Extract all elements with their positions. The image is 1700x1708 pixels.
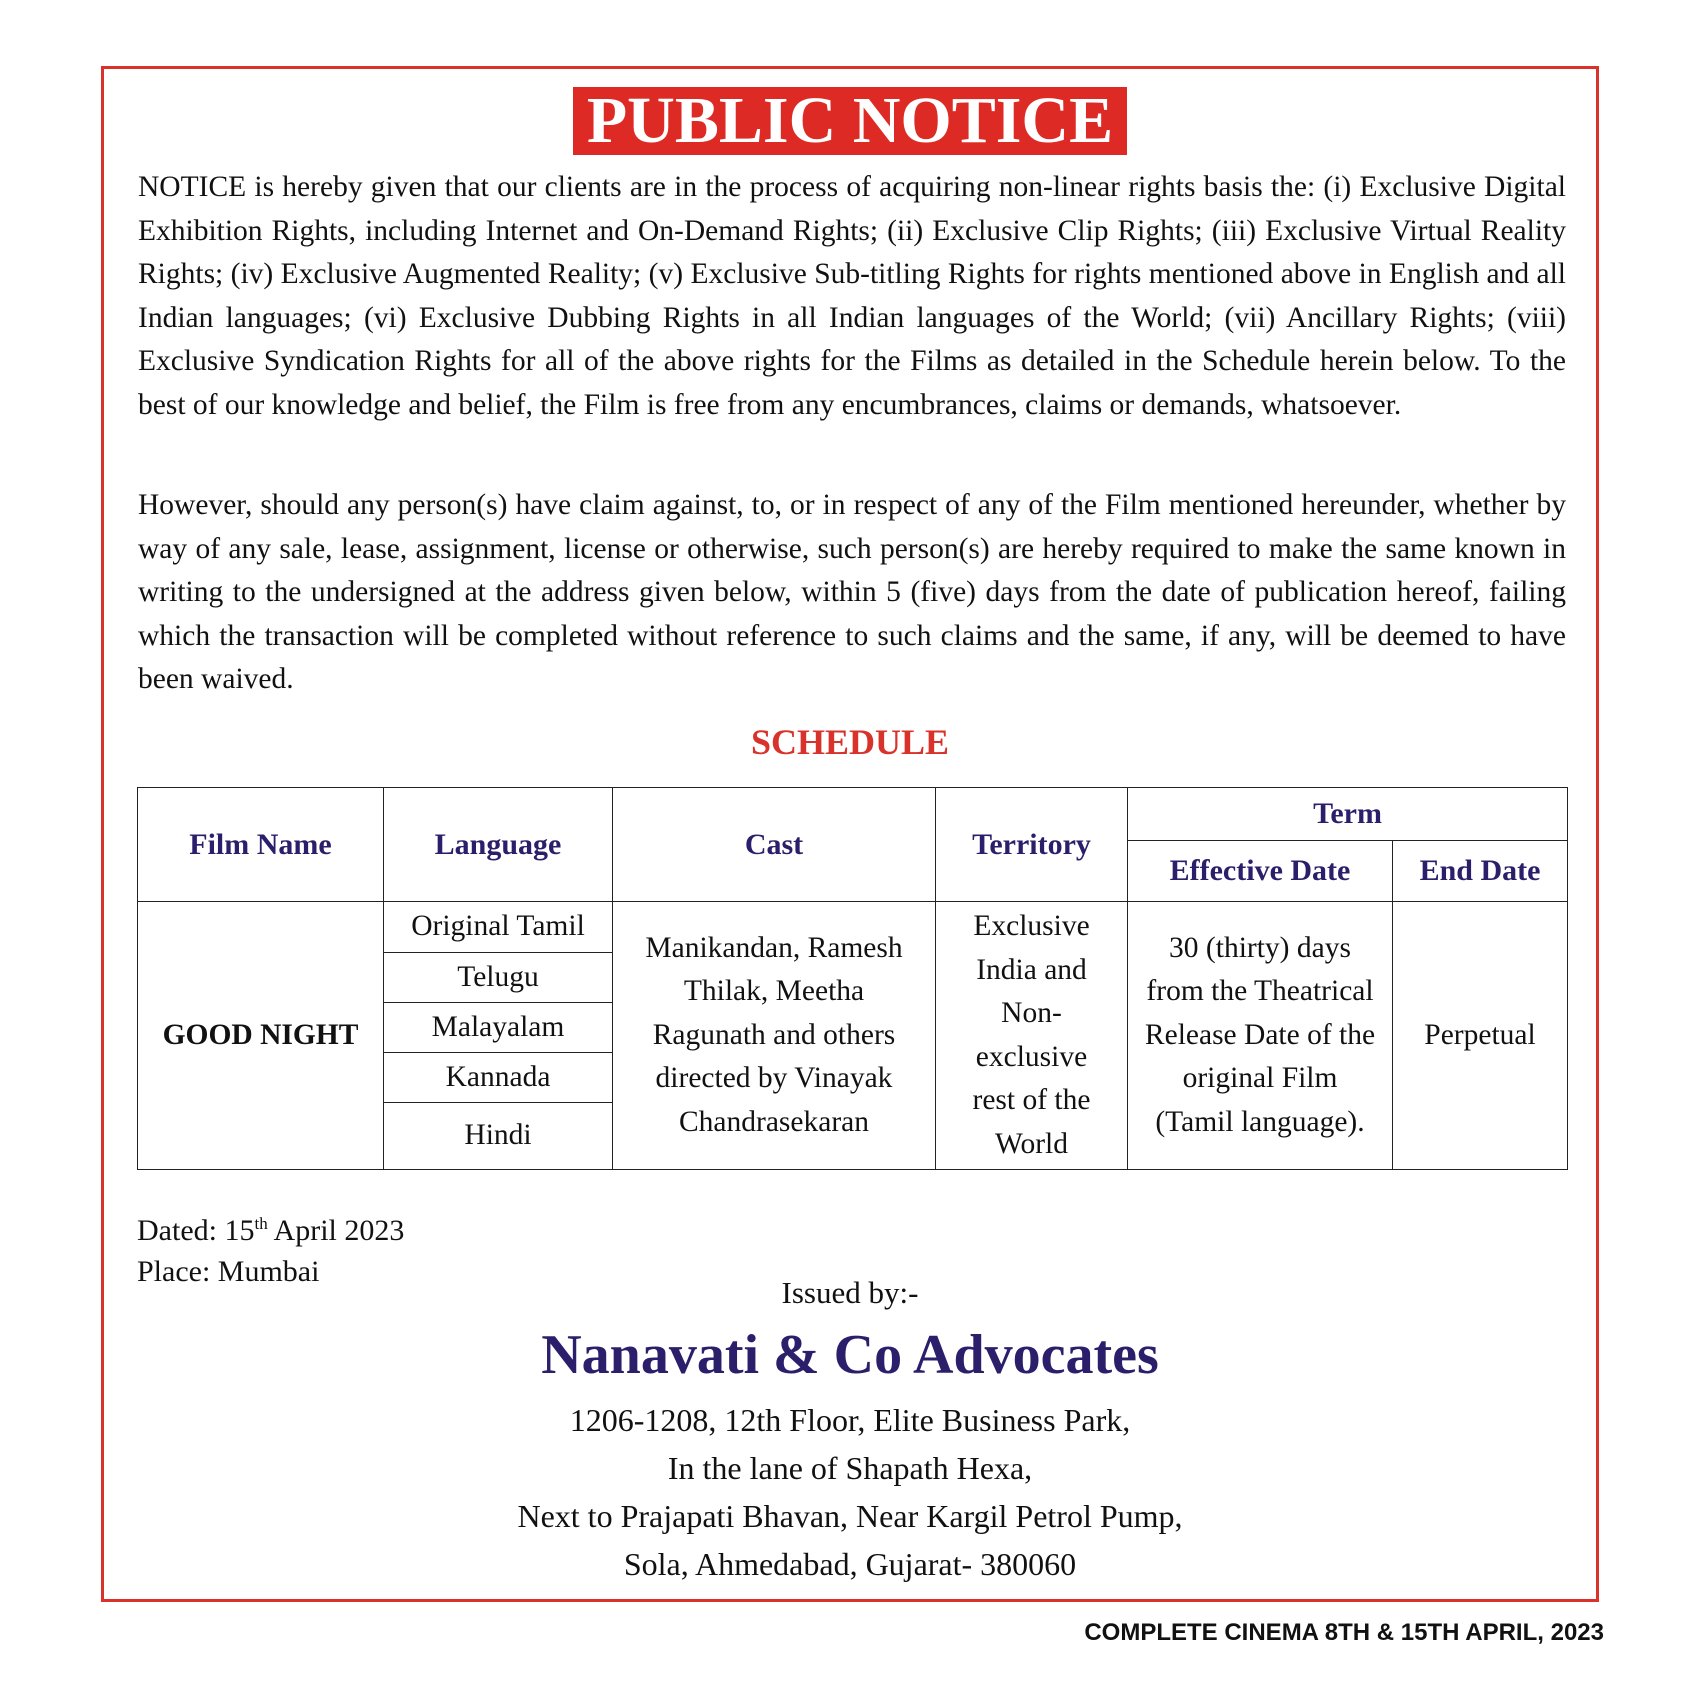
- address-line-2: In the lane of Shapath Hexa,: [667, 1450, 1033, 1486]
- header-effective-date: Effective Date: [1128, 841, 1393, 902]
- dated-ordinal: th: [254, 1214, 268, 1233]
- issued-by: Issued by:-: [781, 1275, 919, 1310]
- header-language: Language: [384, 788, 613, 902]
- dated-line: [137, 1202, 404, 1253]
- end-date-cell: Perpetual: [1393, 902, 1568, 1170]
- address-line-1: 1206-1208, 12th Floor, Elite Business Park,: [569, 1402, 1131, 1438]
- header-term: Term: [1128, 788, 1568, 841]
- title-container: [0, 84, 1700, 157]
- address-line-3: Next to Prajapati Bhavan, Near Kargil Petrol Pump,: [517, 1498, 1183, 1534]
- cast-cell: Manikandan, Ramesh Thilak, Meetha Ragunath and others directed by Vinayak Chandrasekaran: [613, 902, 936, 1170]
- header-film-name: Film Name: [138, 788, 384, 902]
- page-title: PUBLIC NOTICE: [573, 87, 1127, 155]
- schedule-table: [137, 787, 1568, 1170]
- header-end-date: End Date: [1393, 841, 1568, 902]
- notice-paragraph-2: However, should any person(s) have claim against, to, or in respect of any of the Film mentioned hereunder, whether by way of any sale, lease, assignment, license or otherwise, such person(s) are hereby required to make the same known in writing to the undersigned at the address given below, within 5 (five) days from the date of publication hereof, failing which the transaction will be completed without reference to such claims and the same, if any, will be deemed to have been waived.: [138, 489, 1566, 695]
- language-cell: Malayalam: [384, 1003, 613, 1053]
- language-cell: Hindi: [384, 1103, 613, 1170]
- language-cell: Telugu: [384, 953, 613, 1003]
- schedule-heading: SCHEDULE: [750, 722, 950, 762]
- firm-name: Nanavati & Co Advocates: [541, 1324, 1159, 1386]
- publication-footer: COMPLETE CINEMA 8TH & 15TH APRIL, 2023: [1084, 1619, 1604, 1646]
- address-line-4: Sola, Ahmedabad, Gujarat- 380060: [623, 1546, 1077, 1582]
- dated-rest: April 2023: [267, 1214, 405, 1247]
- effective-date-cell: 30 (thirty) days from the Theatrical Release Date of the original Film (Tamil language).: [1128, 902, 1393, 1170]
- header-territory: Territory: [936, 788, 1128, 902]
- dated-label: Dated: 15: [137, 1214, 255, 1247]
- notice-paragraph-1: NOTICE is hereby given that our clients are in the process of acquiring non-linear rights basis the: (i) Exclusive Digital Exhibition Rights, including Internet and On-Demand Rights; (ii) Exclusive Clip Rights; (iii) Exclusive Virtual Reality Rights; (iv) Exclusive Augmented Reality; (v) Exclusive Sub-titling Rights for rights mentioned above in English and all Indian languages; (vi) Exclusive Dubbing Rights in all Indian languages of the World; (vii) Ancillary Rights; (viii) Exclusive Syndication Rights for all of the above rights for the Films as detailed in the Schedule herein below. To the best of our knowledge and belief, the Film is free from any encumbrances, claims or demands, whatsoever.: [138, 171, 1566, 421]
- film-name-cell: GOOD NIGHT: [138, 902, 384, 1170]
- language-cell: Original Tamil: [384, 902, 613, 953]
- language-cell: Kannada: [384, 1053, 613, 1103]
- header-cast: Cast: [613, 788, 936, 902]
- place-line: Place: Mumbai: [137, 1255, 320, 1288]
- territory-cell: Exclusive India and Non-exclusive rest of the World: [936, 902, 1128, 1170]
